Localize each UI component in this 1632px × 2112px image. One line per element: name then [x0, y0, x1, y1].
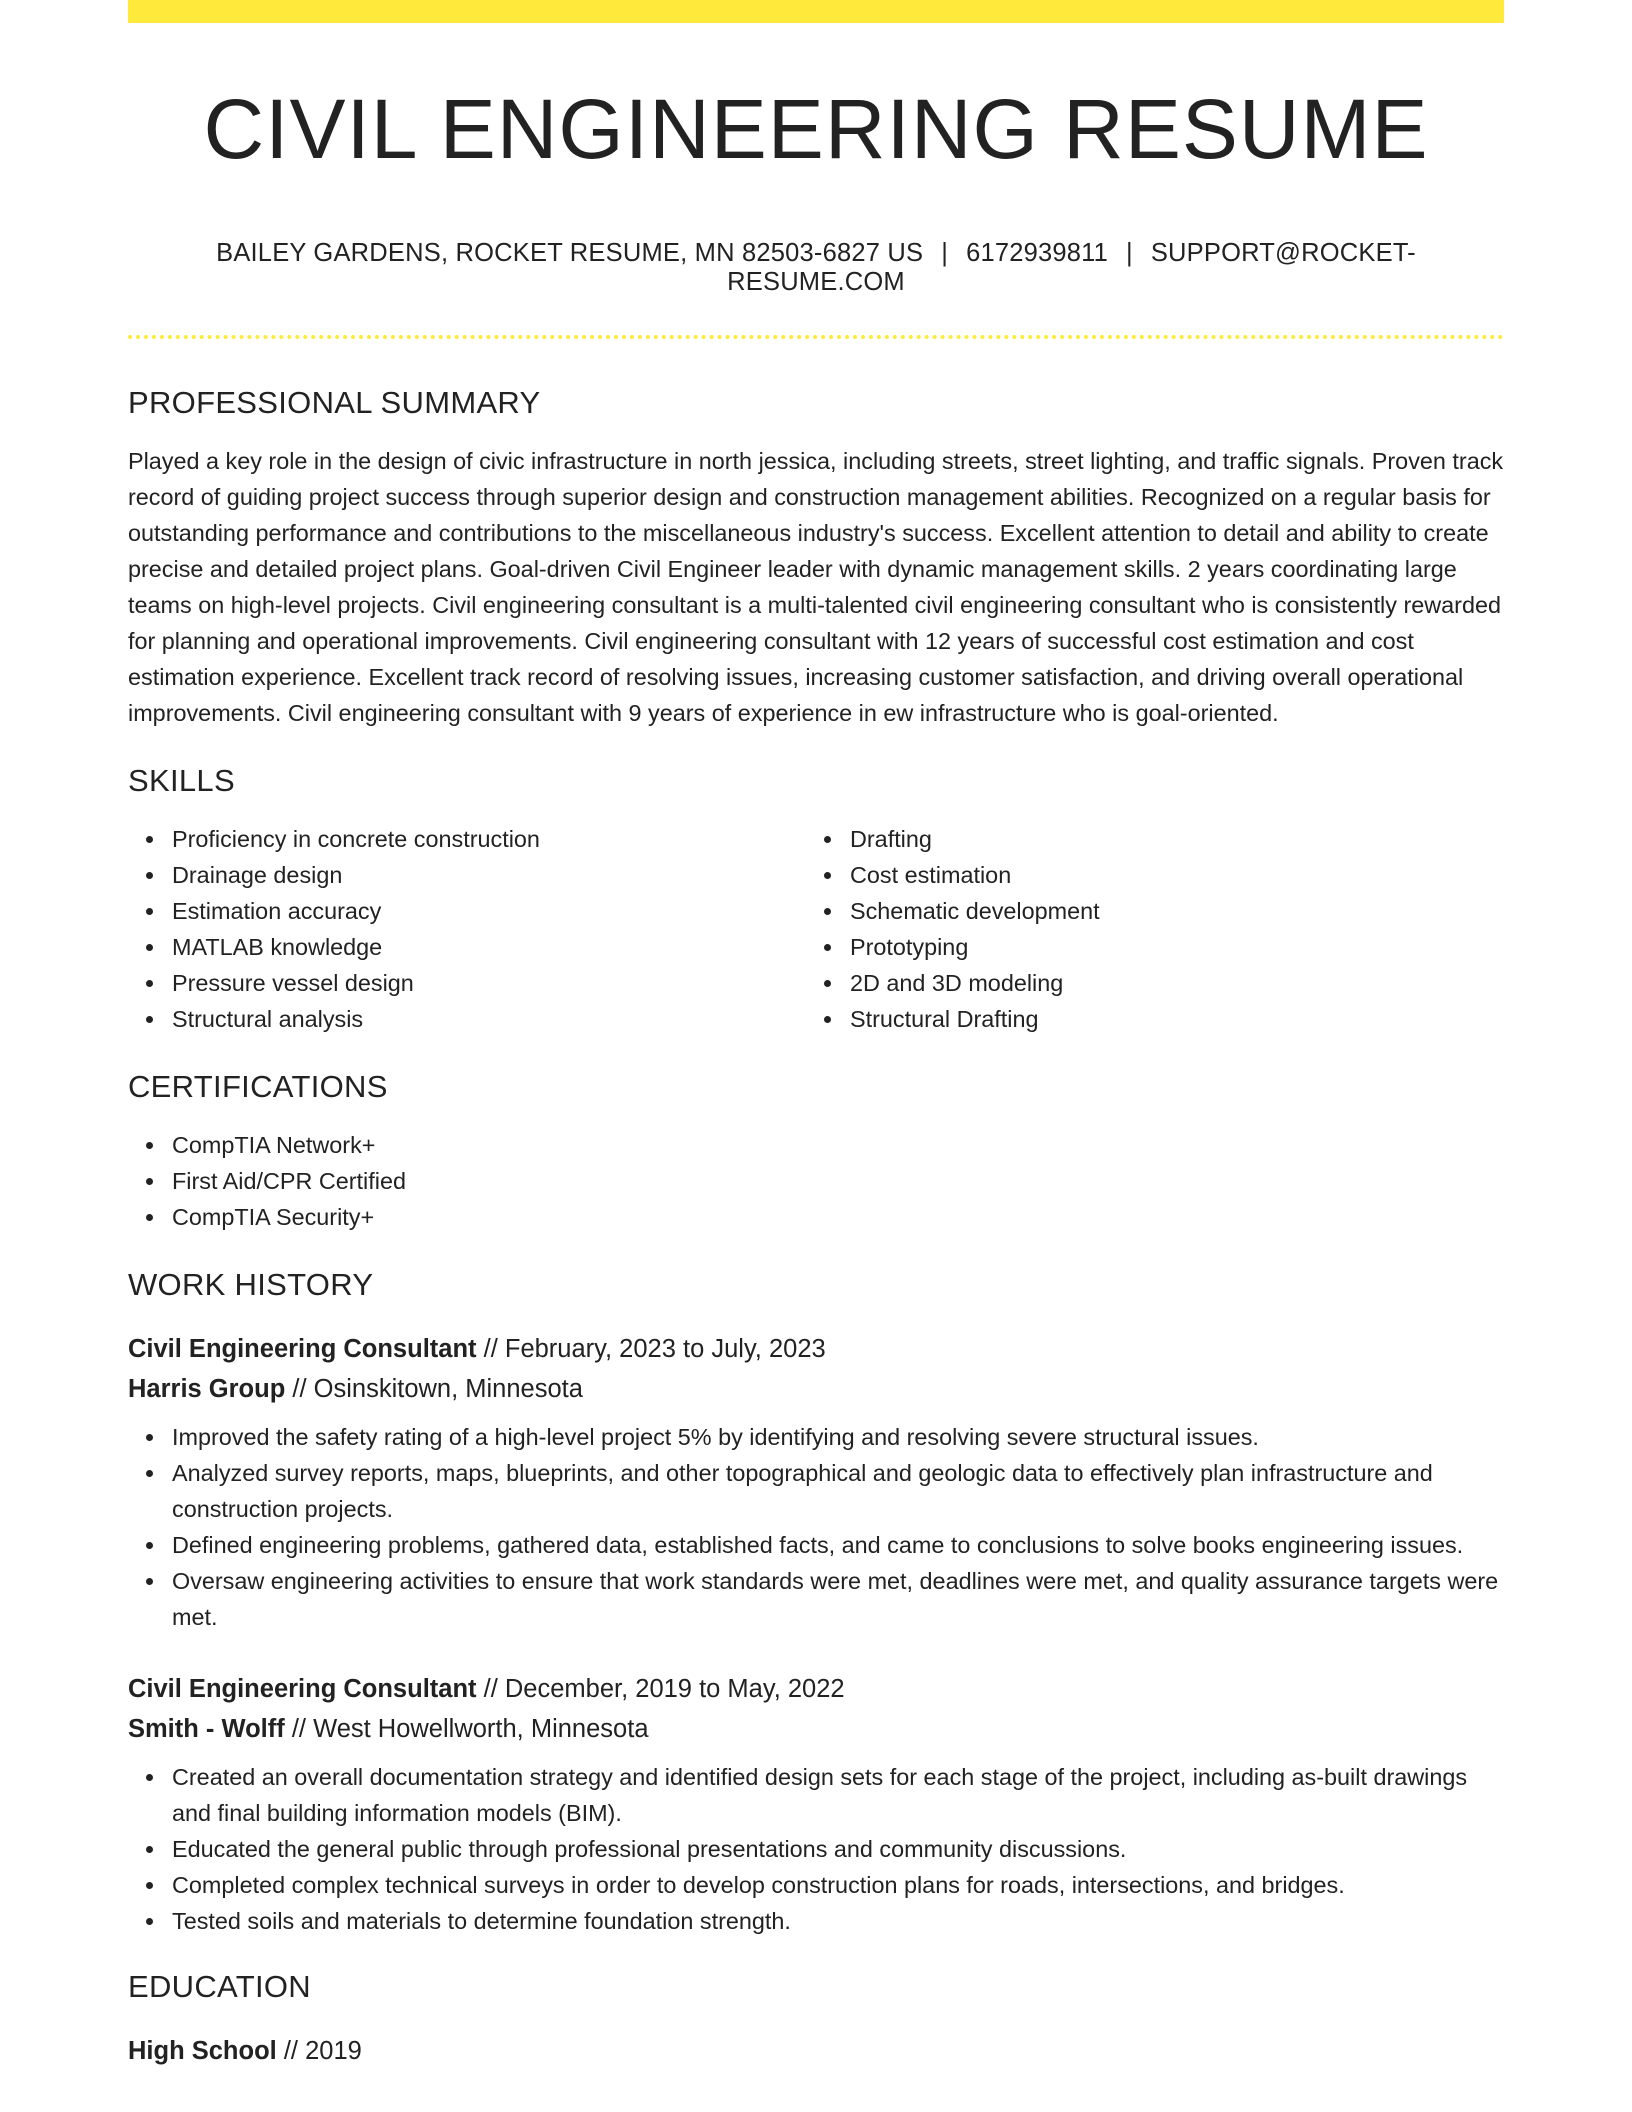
education-heading: EDUCATION	[128, 1969, 311, 2004]
certifications-list	[128, 1127, 1504, 1235]
skills-columns	[128, 821, 1504, 1037]
certification-item: CompTIA Network+	[128, 1127, 1504, 1163]
skill-item: 2D and 3D modeling	[806, 965, 1484, 1001]
education-year: // 2019	[276, 2037, 362, 2065]
skill-item: Prototyping	[806, 929, 1484, 965]
job-bullet: Educated the general public through professional presentations and community discussions.	[128, 1831, 1504, 1867]
job-bullet-list	[128, 1419, 1504, 1635]
job-bullet: Improved the safety rating of a high-level project 5% by identifying and resolving severe structural issues.	[128, 1419, 1504, 1455]
skill-item: Cost estimation	[806, 857, 1484, 893]
job-bullet: Oversaw engineering activities to ensure that work standards were met, deadlines were met, and quality assurance targets were met.	[128, 1563, 1504, 1635]
job-title-line	[128, 1329, 1504, 1369]
skills-right-list	[806, 821, 1484, 1037]
job-location: // West Howellworth, Minnesota	[284, 1715, 649, 1743]
contact-email: SUPPORT@ROCKET-RESUME.COM	[727, 239, 1416, 296]
skills-section	[128, 763, 1504, 1037]
certifications-section	[128, 1069, 1504, 1235]
page-title: CIVIL ENGINEERING RESUME	[203, 82, 1429, 176]
skill-item: Drainage design	[128, 857, 806, 893]
top-accent-bar	[128, 0, 1504, 23]
summary-section	[128, 385, 1504, 731]
skill-item: Structural Drafting	[806, 1001, 1484, 1037]
job-bullet: Completed complex technical surveys in order to develop construction plans for roads, intersections, and bridges.	[128, 1867, 1504, 1903]
work-history-heading: WORK HISTORY	[128, 1267, 374, 1302]
contact-separator: |	[1126, 239, 1133, 267]
contact-address: BAILEY GARDENS, ROCKET RESUME, MN 82503-6827 US	[216, 239, 924, 267]
job-company: Smith - Wolff	[128, 1715, 285, 1743]
job-dates: // February, 2023 to July, 2023	[476, 1335, 826, 1363]
skills-left-list	[128, 821, 806, 1037]
skills-heading: SKILLS	[128, 763, 235, 798]
skill-item: Pressure vessel design	[128, 965, 806, 1001]
job-entry	[128, 1329, 1504, 1635]
job-bullet: Created an overall documentation strategy and identified design sets for each stage of the project, including as-built drawings and final building information models (BIM).	[128, 1759, 1504, 1831]
skill-item: Proficiency in concrete construction	[128, 821, 806, 857]
job-bullet: Analyzed survey reports, maps, blueprints, and other topographical and geologic data to effectively plan infrastructure and construction projects.	[128, 1455, 1504, 1527]
job-company-line	[128, 1369, 1504, 1409]
education-school: High School	[128, 2037, 277, 2065]
dotted-divider	[128, 335, 1504, 339]
education-entry	[128, 2031, 1504, 2071]
resume-page	[128, 0, 1504, 2071]
education-section	[128, 1969, 1504, 2071]
summary-text: Played a key role in the design of civic infrastructure in north jessica, including streets, street lighting, and traffic signals. Proven track record of guiding project success through superior design and construction management abilities. Recognized on a regular basis for outstanding performance and contributions to the miscellaneous industry's success. Excellent attention to detail and ability to create precise and detailed project plans. Goal-driven Civil Engineer leader with dynamic management skills. 2 years coordinating large teams on high-level projects. Civil engineering consultant is a multi-talented civil engineering consultant who is consistently rewarded for planning and operational improvements. Civil engineering consultant with 12 years of successful cost estimation and cost estimation experience. Excellent track record of resolving issues, increasing customer satisfaction, and driving overall operational improvements. Civil engineering consultant with 9 years of experience in ew infrastructure who is goal-oriented.	[128, 448, 1504, 726]
job-dates: // December, 2019 to May, 2022	[476, 1675, 845, 1703]
job-entry	[128, 1669, 1504, 1939]
job-title: Civil Engineering Consultant	[128, 1335, 477, 1363]
contact-separator: |	[941, 239, 949, 267]
job-title: Civil Engineering Consultant	[128, 1675, 477, 1703]
skill-item: Drafting	[806, 821, 1484, 857]
skill-item: Estimation accuracy	[128, 893, 806, 929]
job-company-line	[128, 1709, 1504, 1749]
job-location: // Osinskitown, Minnesota	[285, 1375, 583, 1403]
skill-item: Structural analysis	[128, 1001, 806, 1037]
contact-phone: 6172939811	[966, 239, 1109, 267]
certification-item: CompTIA Security+	[128, 1199, 1504, 1235]
job-bullet: Defined engineering problems, gathered data, established facts, and came to conclusions to solve books engineering issues.	[128, 1527, 1504, 1563]
job-title-line	[128, 1669, 1504, 1709]
skill-item: MATLAB knowledge	[128, 929, 806, 965]
certifications-heading: CERTIFICATIONS	[128, 1069, 388, 1104]
job-bullet-list	[128, 1759, 1504, 1939]
job-company: Harris Group	[128, 1375, 286, 1403]
skill-item: Schematic development	[806, 893, 1484, 929]
job-bullet: Tested soils and materials to determine foundation strength.	[128, 1903, 1504, 1939]
certification-item: First Aid/CPR Certified	[128, 1163, 1504, 1199]
summary-heading: PROFESSIONAL SUMMARY	[128, 385, 541, 420]
contact-line	[128, 239, 1504, 297]
work-history-section	[128, 1267, 1504, 1939]
